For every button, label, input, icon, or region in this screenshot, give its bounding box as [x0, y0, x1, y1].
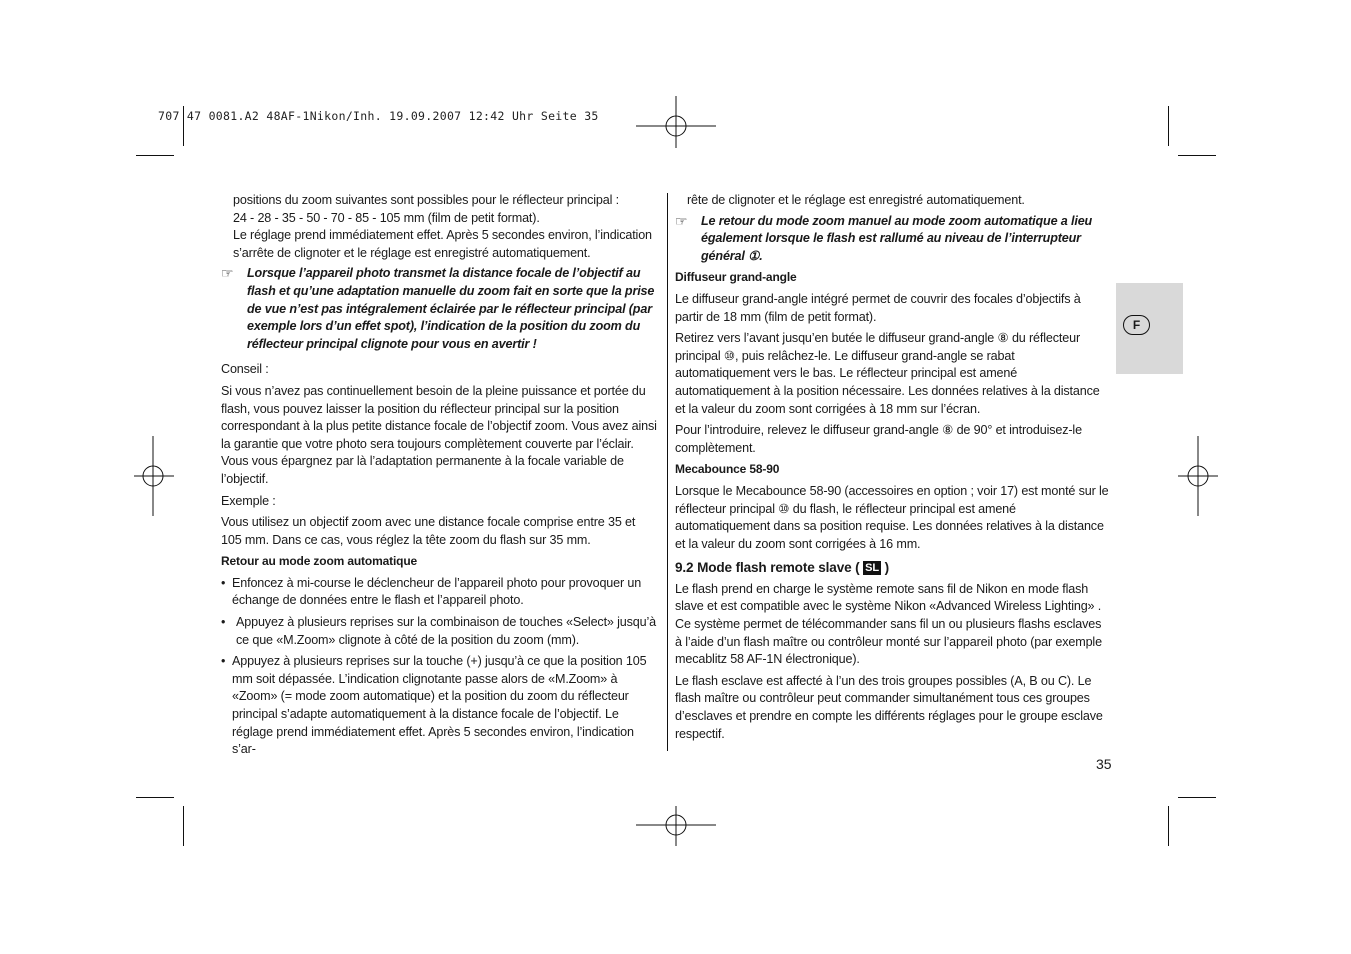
- list-item: [221, 614, 657, 649]
- list-item: [221, 575, 657, 610]
- paragraph: Le flash esclave est affecté à l’un des trois groupes possibles (A, B ou C). Le flash maître ou contrôleur peut commander simultanément tous ces groupes d’esclaves et prendre en compte les différents réglages pour le groupe esclave respectif.: [675, 673, 1103, 741]
- crop-mark: [1178, 797, 1216, 798]
- paragraph: Le diffuseur grand-angle intégré permet de couvrir des focales d’objectifs à partir de 18 mm (film de petit format).: [675, 291, 1081, 324]
- section-heading: Mecabounce 58-90: [675, 462, 780, 477]
- language-tab: [1116, 283, 1183, 374]
- paragraph: Lorsque le Mecabounce 58-90 (accessoires en option ; voir 17) est monté sur le réflecteur principal ⑩ du flash, le réflecteur principal est amené automatiquement dans sa position requise. Les données relatives à la distance et la valeur du zoom sont corrigées à 16 mm.: [675, 483, 1109, 551]
- paragraph: Retirez vers l’avant jusqu’en butée le diffuseur grand-angle ⑧ du réflecteur principal ⑩, puis relâchez-le. Le diffuseur grand-angle se rabat automatiquement vers le bas. Le réflecteur principal est amené automatiquement à la position nécessaire. Les données relatives à la distance et la valeur du zoom sont corrigées à 18 mm sur l’écran.: [675, 331, 1100, 416]
- list-item-text: Appuyez à plusieurs reprises sur la touche (+) jusqu’à ce que la position 105 mm soit dépassée. L’indication clignotante passe alors de «M.Zoom» à «Zoom» (= mode zoom automatique) et la position du zoom du réflecteur principal s’adapte automatiquement à la distance focale de l’objectif. Le réglage prend immédiatement effet. Après 5 secondes environ, l’indication s’ar-: [232, 654, 647, 757]
- note-text: Lorsque l’appareil photo transmet la distance focale de l’objectif au flash et qu’une adaptation manuelle du zoom fait en sorte que la prise de vue n’est pas intégralement éclairée par le réflecteur principal (par exemple lors d’un effet spot), l’indication de la position du zoom du réflecteur principal clignote pour vous en avertir !: [247, 266, 655, 351]
- sl-mode-icon: SL: [865, 562, 879, 575]
- pointing-hand-icon: ☞: [221, 265, 234, 282]
- section-title-text: 9.2 Mode flash remote slave (: [675, 560, 860, 576]
- crop-mark: [136, 797, 174, 798]
- right-column: [675, 192, 1111, 743]
- paragraph: Pour l’introduire, relevez le diffuseur grand-angle ⑧ de 90° et introduisez-le complètement.: [675, 423, 1082, 455]
- crop-mark: [183, 806, 184, 846]
- list-item-text: Enfoncez à mi-course le déclencheur de l’appareil photo pour provoquer un échange de données entre le flash et l’appareil photo.: [232, 575, 642, 608]
- list-item: [221, 653, 657, 759]
- paragraph: rête de clignoter et le réglage est enregistré automatiquement.: [687, 193, 1025, 207]
- section-title: [675, 559, 1111, 577]
- crop-mark: [136, 155, 174, 156]
- language-tab-letter: F: [1123, 315, 1150, 335]
- registration-mark-left: [134, 436, 174, 516]
- note-text: Le retour du mode zoom manuel au mode zoom automatique a lieu également lorsque le flash est rallumé au niveau de l’interrupteur général ①.: [701, 213, 1093, 263]
- page-number: 35: [1096, 756, 1112, 772]
- registration-mark-top: [636, 96, 716, 148]
- paragraph: Le flash prend en charge le système remote sans fil de Nikon en mode flash slave et est compatible avec le système Nikon «Advanced Wireless Lighting» . Ce système permet de télécommander sans fil un ou plusieurs flashs esclaves à l’aide d’un flash maître ou contrôleur monté sur l’appareil photo (par exemple mecablitz 58 AF-1N électronique).: [675, 581, 1102, 667]
- paragraph: Vous utilisez un objectif zoom avec une distance focale comprise entre 35 et 105 mm. Dans ce cas, vous réglez la tête zoom du flash sur 35 mm.: [221, 515, 636, 547]
- paragraph: 24 - 28 - 35 - 50 - 70 - 85 - 105 mm (film de petit format).: [233, 210, 540, 225]
- registration-mark-right: [1178, 436, 1218, 516]
- section-heading: Diffuseur grand-angle: [675, 270, 797, 285]
- label-exemple: Exemple :: [221, 493, 276, 508]
- print-slug: 707 47 0081.A2 48AF-1Nikon/Inh. 19.09.2007 12:42 Uhr Seite 35: [158, 109, 599, 123]
- note: [675, 213, 1111, 266]
- label-conseil: Conseil :: [221, 362, 269, 377]
- list-item-text: Appuyez à plusieurs reprises sur la combinaison de touches «Select» jusqu’à ce que «M.Zoom» clignote à côté de la position du zoom (mm).: [236, 615, 656, 647]
- registration-mark-bottom: [636, 806, 716, 846]
- section-title-close: ): [884, 560, 889, 576]
- column-divider: [667, 193, 668, 751]
- left-column: [221, 192, 657, 759]
- paragraph: positions du zoom suivantes sont possibles pour le réflecteur principal :: [233, 193, 619, 207]
- bullet-mark: •: [221, 654, 226, 669]
- bullet-mark: •: [221, 615, 226, 630]
- crop-mark: [1168, 106, 1169, 146]
- paragraph: Si vous n’avez pas continuellement besoin de la pleine puissance et portée du flash, vous pouvez laisser la position du réflecteur principal sur la position correspondant à la plus petite distance focale de l’objectif zoom. Vous avez ainsi la garantie que votre photo sera toujours complètement couverte par l’éclair. Vous vous épargnez par là l’adaptation permanente à la focale variable de l’objectif.: [221, 383, 657, 486]
- crop-mark: [1168, 806, 1169, 846]
- crop-mark: [1178, 155, 1216, 156]
- bullet-mark: •: [221, 575, 226, 590]
- paragraph: Le réglage prend immédiatement effet. Après 5 secondes environ, l’indication s’arrête de clignoter et le réglage est enregistré automatiquement.: [233, 228, 652, 260]
- pointing-hand-icon: ☞: [675, 212, 688, 229]
- note: [221, 265, 657, 353]
- section-heading: Retour au mode zoom automatique: [221, 554, 418, 569]
